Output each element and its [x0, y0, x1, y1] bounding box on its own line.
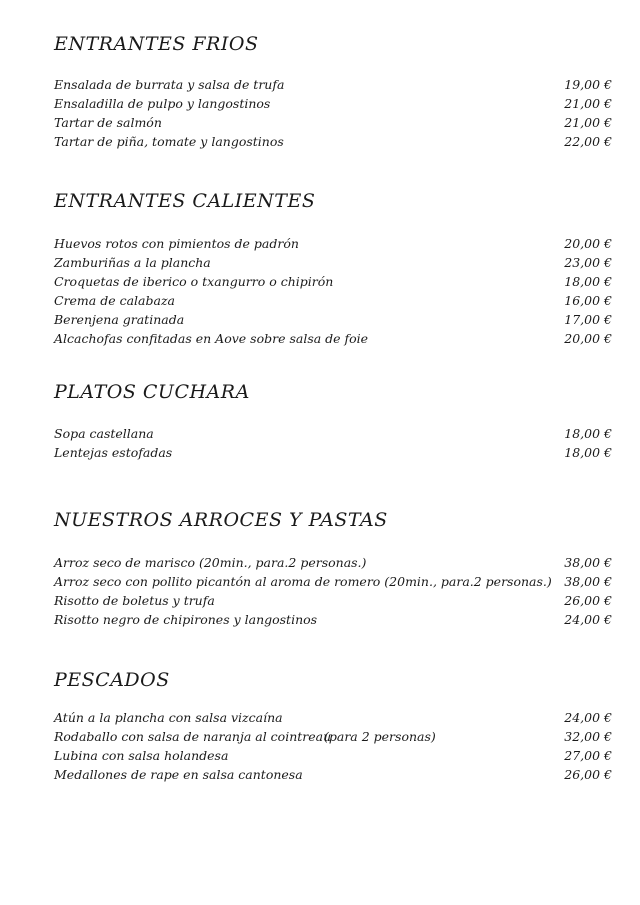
menu-item [54, 113, 612, 132]
menu-item [54, 132, 612, 151]
dish-price: 38,00 € [564, 555, 612, 570]
menu-item [54, 708, 612, 727]
menu-item [54, 553, 612, 572]
menu-list [54, 75, 612, 151]
dish-price: 38,00 € [564, 574, 612, 589]
dish-name: Alcachofas confitadas en Aove sobre salsa de foie [54, 331, 369, 346]
dish-price: 32,00 € [564, 729, 612, 744]
menu-item [54, 572, 612, 591]
menu-item [54, 272, 612, 291]
dish-name: Ensalada de burrata y salsa de trufa [54, 77, 285, 92]
dish-price: 20,00 € [564, 331, 612, 346]
dish-price: 17,00 € [564, 312, 612, 327]
dish-name: Zamburiñas a la plancha [54, 255, 211, 270]
dish-price: 16,00 € [564, 293, 612, 308]
menu-item [54, 310, 612, 329]
dish-name: Huevos rotos con pimientos de padrón [54, 236, 299, 251]
section-entrantes-calientes [54, 189, 612, 346]
dish-name: Tartar de piña, tomate y langostinos [54, 134, 284, 149]
menu-list [54, 234, 612, 348]
dish-name: Sopa castellana [54, 426, 154, 441]
menu-item [54, 253, 612, 272]
dish-price: 18,00 € [564, 445, 612, 460]
section-platos-cuchara [54, 380, 612, 460]
menu-list [54, 708, 612, 784]
menu-list [54, 553, 612, 629]
section-arroces-pastas [54, 508, 612, 627]
dish-price: 23,00 € [564, 255, 612, 270]
dish-price: 22,00 € [564, 134, 612, 149]
menu-item [54, 727, 612, 746]
menu-item [54, 94, 612, 113]
dish-name: Tartar de salmón [54, 115, 162, 130]
dish-note: (para 2 personas) [324, 729, 436, 744]
menu-item [54, 234, 612, 253]
menu-item [54, 443, 612, 462]
dish-price: 21,00 € [564, 96, 612, 111]
dish-name: Risotto negro de chipirones y langostinos [54, 612, 318, 627]
dish-price: 21,00 € [564, 115, 612, 130]
menu-list [54, 424, 612, 462]
dish-name: Arroz seco con pollito picantón al aroma de romero (20min., para.2 personas.) [54, 574, 552, 589]
section-pescados [54, 668, 612, 782]
dish-name: Ensaladilla de pulpo y langostinos [54, 96, 271, 111]
dish-name: Lubina con salsa holandesa [54, 748, 229, 763]
menu-item [54, 75, 612, 94]
menu-item [54, 291, 612, 310]
dish-name: Medallones de rape en salsa cantonesa [54, 767, 303, 782]
menu-item [54, 329, 612, 348]
dish-price: 18,00 € [564, 274, 612, 289]
menu-item [54, 765, 612, 784]
dish-name: Rodaballo con salsa de naranja al cointreau [54, 729, 332, 744]
dish-price: 20,00 € [564, 236, 612, 251]
dish-name: Risotto de boletus y trufa [54, 593, 215, 608]
dish-price: 27,00 € [564, 748, 612, 763]
dish-price: 24,00 € [564, 710, 612, 725]
dish-price: 26,00 € [564, 593, 612, 608]
dish-name: Lentejas estofadas [54, 445, 173, 460]
dish-name: Berenjena gratinada [54, 312, 185, 327]
menu-item [54, 610, 612, 629]
dish-name: Arroz seco de marisco (20min., para.2 personas.) [54, 555, 367, 570]
dish-name: Atún a la plancha con salsa vizcaína [54, 710, 283, 725]
dish-name: Croquetas de iberico o txangurro o chipirón [54, 274, 334, 289]
section-title: ENTRANTES CALIENTES [54, 190, 316, 212]
section-title: ENTRANTES FRIOS [54, 33, 259, 55]
menu-item [54, 746, 612, 765]
section-title: PLATOS CUCHARA [54, 381, 250, 403]
section-title: NUESTROS ARROCES Y PASTAS [54, 509, 388, 531]
menu-item [54, 424, 612, 443]
section-title: PESCADOS [54, 669, 170, 691]
menu-item [54, 591, 612, 610]
section-entrantes-frios [54, 32, 612, 149]
dish-price: 18,00 € [564, 426, 612, 441]
dish-price: 24,00 € [564, 612, 612, 627]
dish-price: 26,00 € [564, 767, 612, 782]
dish-name: Crema de calabaza [54, 293, 175, 308]
dish-price: 19,00 € [564, 77, 612, 92]
